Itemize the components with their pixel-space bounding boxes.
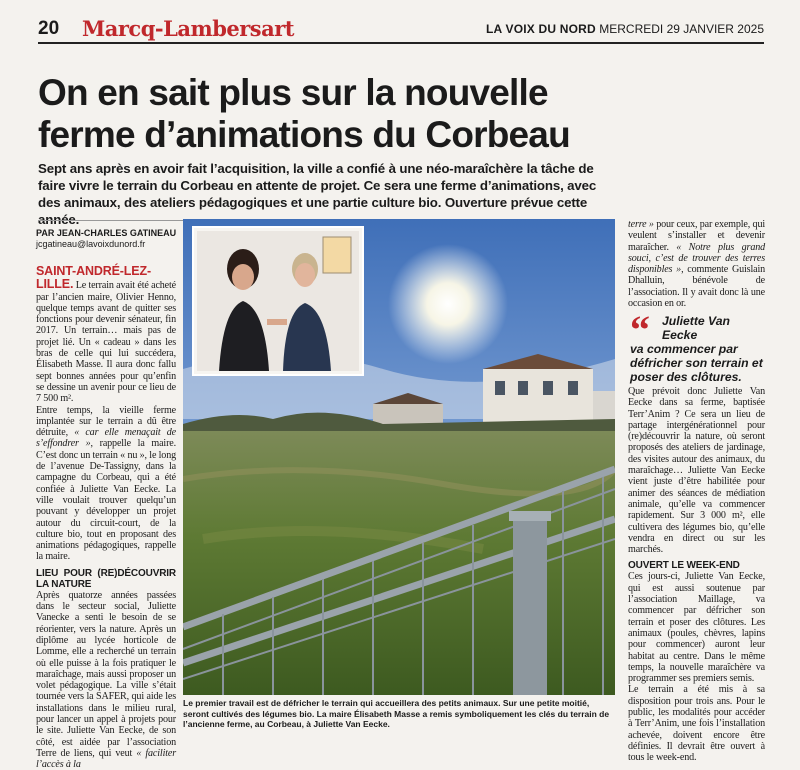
lead-paragraph: Sept ans après en avoir fait l’acquisition, la ville a confié à une néo-maraîchère la tâche de faire vivre le terrain du Corbeau en attente de projet. Ce sera une ferme d’animations, avec des animaux, des ateliers pédagogiques et une partie culture bio. Ouverture prévue cette année. <box>38 161 597 227</box>
article-photo <box>183 219 615 695</box>
field-photo-image <box>183 219 615 695</box>
column-3-top <box>628 219 765 309</box>
page-header <box>38 16 764 44</box>
quote-inline: « car elle menaçait de s’effondrer » <box>36 427 176 450</box>
subhead: LIEU POUR (RE)DÉCOUVRIR LA NATURE <box>36 567 176 590</box>
quote-inline: « faciliter l’accès à la <box>36 747 176 770</box>
issue-date: MERCREDI 29 JANVIER 2025 <box>599 22 764 36</box>
newspaper-dateline <box>486 22 764 36</box>
paragraph-text: , rappelle la maire. C’est donc un terrain « nu », le long de l’avenue De-Tassigny, dans la campagne du Corbeau, qui a été confiée à Juliette Van Eecke. La ville voulait trouver quelqu’un pouvant y développer un projet autour du circuit-court, de la culture bio, tout en proposant des animations pédagogiques, rappelle la maire. <box>36 438 176 563</box>
headline: On en sait plus sur la nouvelle ferme d’animations du Corbeau <box>38 72 570 155</box>
paragraph-text: pour ceux, par exemple, qui veulent s’installer et devenir maraîcher. <box>628 219 765 253</box>
quote-inline: « Notre plus grand souci, c’est de trouver des terres disponibles » <box>628 241 766 276</box>
newspaper-name: LA VOIX DU NORD <box>486 22 596 36</box>
dateline: SAINT-ANDRÉ-LEZ-LILLE. <box>36 264 151 292</box>
subhead: OUVERT LE WEEK-END <box>628 560 740 572</box>
photo-caption: Le premier travail est de défricher le terrain qui accueillera des petits animaux. Sur une petite moitié, seront cultivés des légumes bio. La maire Élisabeth Masse a remis symboliquement les clés du terrain de l’ancienne ferme, au Corbeau, à Juliette Van Eecke. <box>183 698 610 729</box>
pull-quote <box>630 307 765 384</box>
column-3 <box>628 386 765 764</box>
quote-mark-icon: “ <box>630 307 650 352</box>
paragraph-text: Après quatorze années passées dans le secteur social, Juliette Vanecke a senti le besoin de se réorienter, vers la nature. Après un diplôme au lycée horticole de Lomme, elle a recherché un terrain où elle puisse à la fois pratiquer le maraîchage, mais aussi proposer un volet pédagogique. La ville s’était tournée vers la SAFER, qui aide les installations dans le milieu rural, pour lancer un appel à projets pour le site. Juliette Van Eecke, de son côté, est aidée par l’association Terre de liens, qui veut <box>36 589 176 759</box>
byline: PAR JEAN-CHARLES GATINEAU <box>36 228 177 238</box>
paragraph-text: Entre temps, la vieille ferme implantée sur le terrain a dû être détruite, <box>36 404 176 439</box>
paragraph <box>628 219 765 309</box>
column-1 <box>36 265 176 770</box>
paragraph-text: Le terrain avait été acheté par l’ancien maire, Olivier Henno, quelque temps avant de quitter ses fonctions pour devenir sénateur, fin 2017. Un terrain… mais pas de projet lié. Un « cadeau » dans les bras de celle qui lui succédera, Élisabeth Masse. Il aura donc fallu sept bonnes années pour qu’enfin se dessine un avenir pour ce lieu de 7 500 m². <box>36 280 176 405</box>
quote-inline: terre » <box>628 219 654 230</box>
section-city: Marcq-Lambersart <box>82 16 294 41</box>
paragraph: Que prévoit donc Juliette Van Eecke dans sa ferme, baptisée Terr’Anim ? Ce sera un lieu de partage intergénérationnel pour (re)découvrir la nature, où seront proposés des ateliers de jardinage, des visites autour des animaux, du maraîchage… Juliette Van Eecke vient juste d’être habilitée pour animer des séances de médiation animale, qu’elle va commencer rapidement. Sur 3 000 m², elle cultivera des légumes bio, qu’elle vendra en direct ou sur les marchés. <box>628 386 765 556</box>
page-number: 20 <box>38 18 60 39</box>
paragraph <box>36 265 176 405</box>
paragraph: Ces jours-ci, Juliette Van Eecke, qui est aussi soutenue par l’association Maillage, va commencer par défricher son terrain et poser des clôtures. Les animaux (poules, chèvres, lapins pour commencer) auront leur habitat au centre. Dans le même temps, la nouvelle maraîchère va programmer ses premiers semis. <box>628 571 765 685</box>
pull-quote-name: Juliette Van Eecke <box>662 314 730 342</box>
paragraph <box>36 405 176 563</box>
paragraph <box>36 590 176 770</box>
paragraph-text: , commente Guislain Dhalluin, bénévole de l’association. Il y avait donc là une occasion en or. <box>628 264 765 310</box>
author-email: jcgatineau@lavoixdunord.fr <box>36 239 146 249</box>
paragraph: Le terrain a été mis à sa disposition pour trois ans. Pour le public, les modalités pour accéder à Terr’Anim, une fois l’installation achevée, doivent encore être définies. Il devrait être ouvert à tous le week-end. <box>628 684 765 764</box>
pull-quote-text: va commencer par défricher son terrain et poser des clôtures. <box>630 342 763 384</box>
